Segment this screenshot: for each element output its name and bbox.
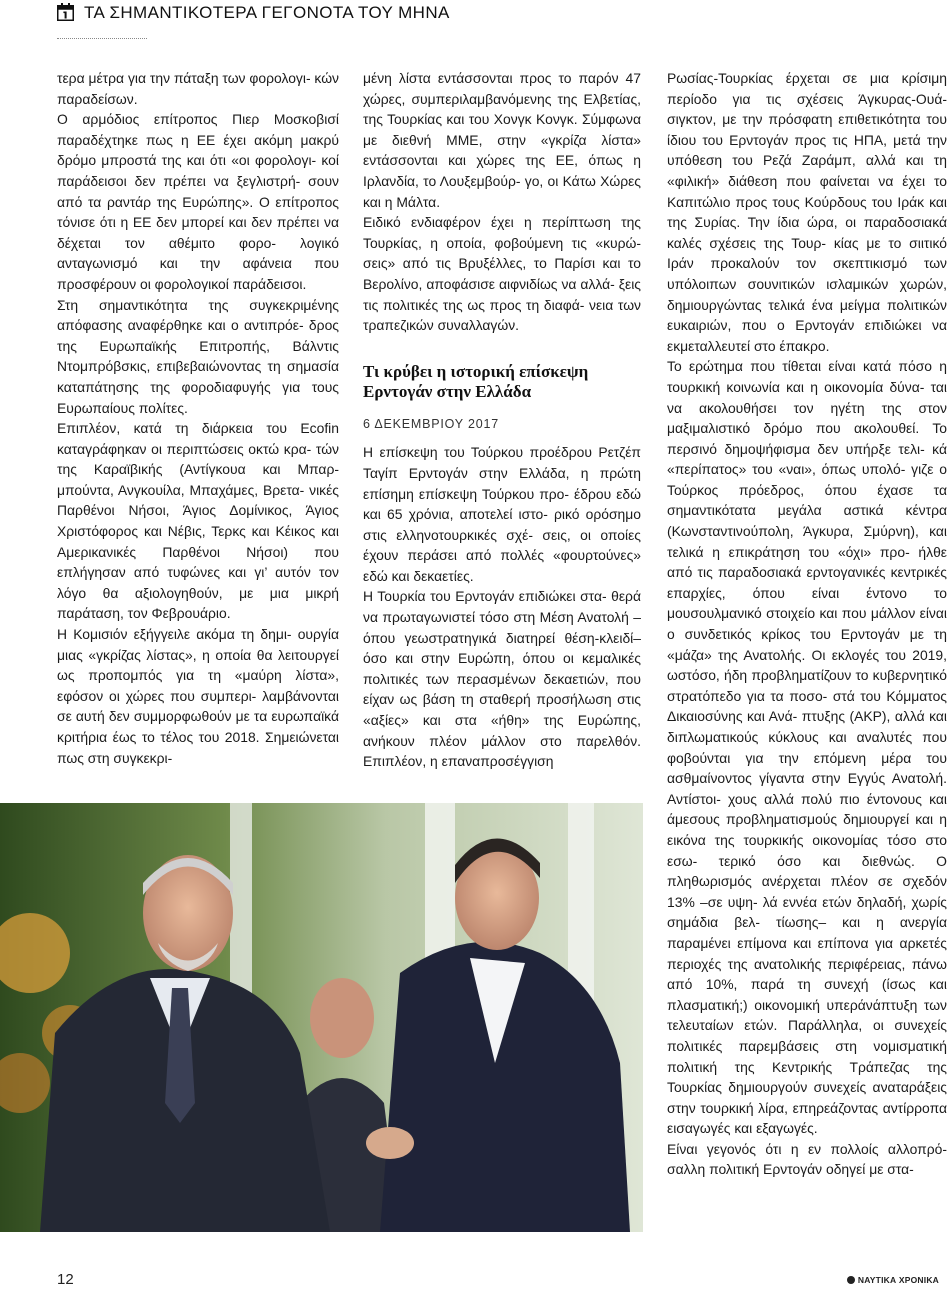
article-date: 6 ΔΕΚΕΜΒΡΙΟΥ 2017 — [363, 416, 499, 431]
paragraph: Η Κομισιόν εξήγγειλε ακόμα τη δημι- ουργία μιας «γκρίζας λίστας», η οποία θα λειτουργεί ως προπομπός για τη «μαύρη λίστα», εφόσον οι χώρες που συμπερι- λαμβάνονται σε αυτή δεν συμμορφωθούν με τα ευρωπαϊκά κριτήρια έως το τέλος του 2018. Σημειώνεται πως στη συγκεκρι- — [57, 626, 339, 766]
article-heading: Τι κρύβει η ιστορική επίσκεψη Ερντογάν στην Ελλάδα — [363, 361, 589, 401]
paragraph: Είναι γεγονός ότι η εν πολλοίς αλλοπρό- σαλλη πολιτική Ερντογάν οδηγεί με στα- — [667, 1140, 947, 1178]
publication-brand — [847, 1275, 939, 1285]
article-column-1 — [57, 68, 339, 768]
page-number: 12 — [57, 1271, 74, 1288]
section-title: ΤΑ ΣΗΜΑΝΤΙΚΟΤΕΡΑ ΓΕΓΟΝΟΤΑ ΤΟΥ ΜΗΝΑ — [84, 3, 450, 22]
paragraph: μένη λίστα εντάσσονται προς το παρόν 47 χώρες, συμπεριλαμβανόμενης της Ελβετίας, της Τουρκίας και του Χονγκ Κονγκ. Σύμφωνα με διεθνή ΜΜΕ, στην «γκρίζα λίστα» εντάσσονται και χώρες της ΕΕ, όπως η Ιρλανδία, το Λουξεμβούρ- γο, οι Κάτω Χώρες και η Μάλτα. — [363, 70, 641, 210]
article-photo — [0, 803, 643, 1232]
paragraph: Ο αρμόδιος επίτροπος Πιερ Μοσκοβισί παραδέχτηκε πως η ΕΕ έχει ακόμη μακρύ δρόμο μπροστά της και ότι «οι φορολογι- κοί παράδεισοι δεν πρέπει να ξεγλιστρή- σουν από τα ραντάρ της Ευρώπης». Ο επίτροπος τόνισε ότι η ΕΕ δεν μπορεί και δεν πρέπει να δέχεται τον αθέμιτο φορο- λογικό ανταγωνισμό και την αφάνεια που προσφέρουν οι φορολογικοί παράδεισοι. — [57, 111, 339, 292]
paragraph: Η Τουρκία του Ερντογάν επιδιώκει στα- θερά να πρωταγωνιστεί τόσο στη Μέση Ανατολή –όπου γεωστρατηγικά διατηρεί θέση-κλειδί– όσο και στην Ευρώπη, όπου οι κεμαλικές πολιτικές των περασμένων δεκαετιών, που είχαν ως βάση τη σταθερή προσήλωση στις «αξίες» και στα «ήθη» της Ευρώπης, ανήκουν πλέον μάλλον στο παρελθόν. Επιπλέον, η επαναπροσέγγιση — [363, 588, 641, 770]
paragraph: Η επίσκεψη του Τούρκου προέδρου Ρετζέπ Ταγίπ Ερντογάν στην Ελλάδα, η πρώτη επίσημη επίσκεψη Τούρκου προ- έδρου εδώ και 65 χρόνια, αποτελεί ιστο- ρικό ορόσημο στις ελληνοτουρκικές σχέ- σεις, οι οποίες έχουν περάσει από πολλές «φουρτούνες» εδώ και δεκαετίες. — [363, 444, 641, 584]
calendar-icon — [57, 3, 74, 21]
paragraph: Επιπλέον, κατά τη διάρκεια του Ecofin καταγράφηκαν οι περιπτώσεις οκτώ κρα- τών της Καραϊβικής (Αντίγκουα και Μπαρ- μπούντα, Ανγκουίλα, Μπαχάμες, Βρετα- νικές Παρθένοι Νήσοι, Άγιος Δομίνικος, Άγιος Χριστόφορος και Νέβις, Τερκς και Κέικος και Αμερικανικές Παρθένοι Νήσοι) που επλήγησαν από τυφώνες και γι’ αυτόν τον λόγο θα αξιολογηθούν, με μια μικρή παράταση, τον Φεβρουάριο. — [57, 420, 339, 622]
brand-logo-icon — [847, 1276, 855, 1284]
article-column-2 — [363, 68, 641, 772]
paragraph: Το ερώτημα που τίθεται είναι κατά πόσο η τουρκική κοινωνία και η οικονομία δύνα- ται να ακολουθήσει τον ηγέτη της στον μαξιμαλιστικό δρόμο που ακολουθεί. Το περσινό δημοψήφισμα δεν υπήρξε τελι- κά «περίπατος» του «ναι», όπως υπολό- γιζε ο Τούρκος πρόεδρος, όπου έχασε τα σημαντικότατα μεγάλα αστικά κέντρα (Κωνσταντινούπολη, Άγκυρα, Σμύρνη), και τελικά η επικράτηση του «όχι» προ- ήλθε από τις παραδοσιακά ερντογανικές κεντρικές επαρχίες, όπου είναι έντονο το μουσουλμανικό στοιχείο και που μάλλον είναι ο συνδετικός κρίκος του Ερντογάν με τη «μάζα» της Ανατολής. Οι εκλογές του 2019, ωστόσο, ήδη προβληματίζουν το κυβερνητικό στρατόπεδο για τα ποσο- στά του Κόμματος Δικαιοσύνης και Ανά- πτυξης (AKP), αλλά και διπλωματικούς κύκλους και αναλυτές που φοβούνται για την επόμενη μέρα του ασθμαίνοντος γίγαντα στην Εγγύς Ανατολή. Αντίστοι- χους αλλά πολύ πιο έντονους και άμεσους προβληματισμούς δημιουργεί και η εικόνα της τουρκικής οικονομίας τόσο στο εσω- τερικό όσο και διεθνώς. Ο πληθωρισμός ανέρχεται πλέον σε σχεδόν 13% –σε υψη- λά εννέα ετών δηλαδή, χωρίς σημάδια βελ- τίωσης– και η ανεργία παραμένει επίμονα και επίπονα για αρκετές περιοχές της ανατολικής περιφέρειας, πάνω από 10%, παρά τη συνεχή (ίσως και πλασματική;) οικονομική υπεράνάπτυξη των τελευταίων ετών. Παράλληλα, οι συνεχείς πολιτικές παρεμβάσεις στη νομισματική πολιτική της Κεντρικής Τράπεζας της Τουρκίας δημιουργούν συνεχείς αναταράξεις στην τουρκική λίρα, επηρεάζοντας αντίρροπα εισαγωγές και εξαγωγές. — [667, 358, 947, 1137]
paragraph: Ειδικό ενδιαφέρον έχει η περίπτωση της Τουρκίας, η οποία, φοβούμενη τις «κυρώ- σεις» από τις Βρυξέλλες, το Παρίσι και το Βερολίνο, αποφάσισε αιφνιδίως να αλλά- ξεις τις πολιτικές της ως προς τη διαφά- νεια των τραπεζικών συναλλαγών. — [363, 214, 641, 334]
brand-name: ΝΑΥΤΙΚΑ ΧΡΟΝΙΚΑ — [857, 1275, 939, 1285]
paragraph: Ρωσίας-Τουρκίας έρχεται σε μια κρίσιμη περίοδο για τις σχέσεις Άγκυρας-Ουά- σιγκτον, με την πρόσφατη επιθετικότητα του ίδιου του Ερντογάν προς τις ΗΠΑ, μετά την υπόθεση του Ρεζά Ζαράμπ, αλλά και τη «φιλική» διάθεση που φαίνεται να έχει το Καπιτώλιο προς τους Κούρδους του Ιράκ και της Συρίας. Την ίδια ώρα, οι παραδοσιακά καλές σχέσεις της Τουρ- κίας με το σιιτικό Ιράν προκαλούν τον σκεπτικισμό των υπόλοιπων σουνιτικών ισλαμικών χωρών, δημιουργώντας τελικά ένα μείγμα πολιτικών ευκαιριών, που ο Ερντογάν επιδιώκει να εκμεταλλευτεί στο έπακρο. — [667, 70, 947, 354]
paragraph: Στη σημαντικότητα της συγκεκριμένης απόφασης αναφέρθηκε και ο αντιπρόε- δρος της Ευρωπαϊκής Επιτροπής, Βάλντις Ντομπρόβσκις, επιβεβαιώνοντας τη σημασία καταπάτησης της φοροδιαφυγής για τους Ευρωπαίους πολίτες. — [57, 296, 339, 416]
photo-illustration — [0, 803, 643, 1232]
page-header — [57, 0, 937, 40]
header-divider — [57, 38, 147, 39]
paragraph: τερα μέτρα για την πάταξη των φορολογι- κών παραδείσων. — [57, 70, 340, 107]
article-column-3 — [667, 68, 947, 1180]
